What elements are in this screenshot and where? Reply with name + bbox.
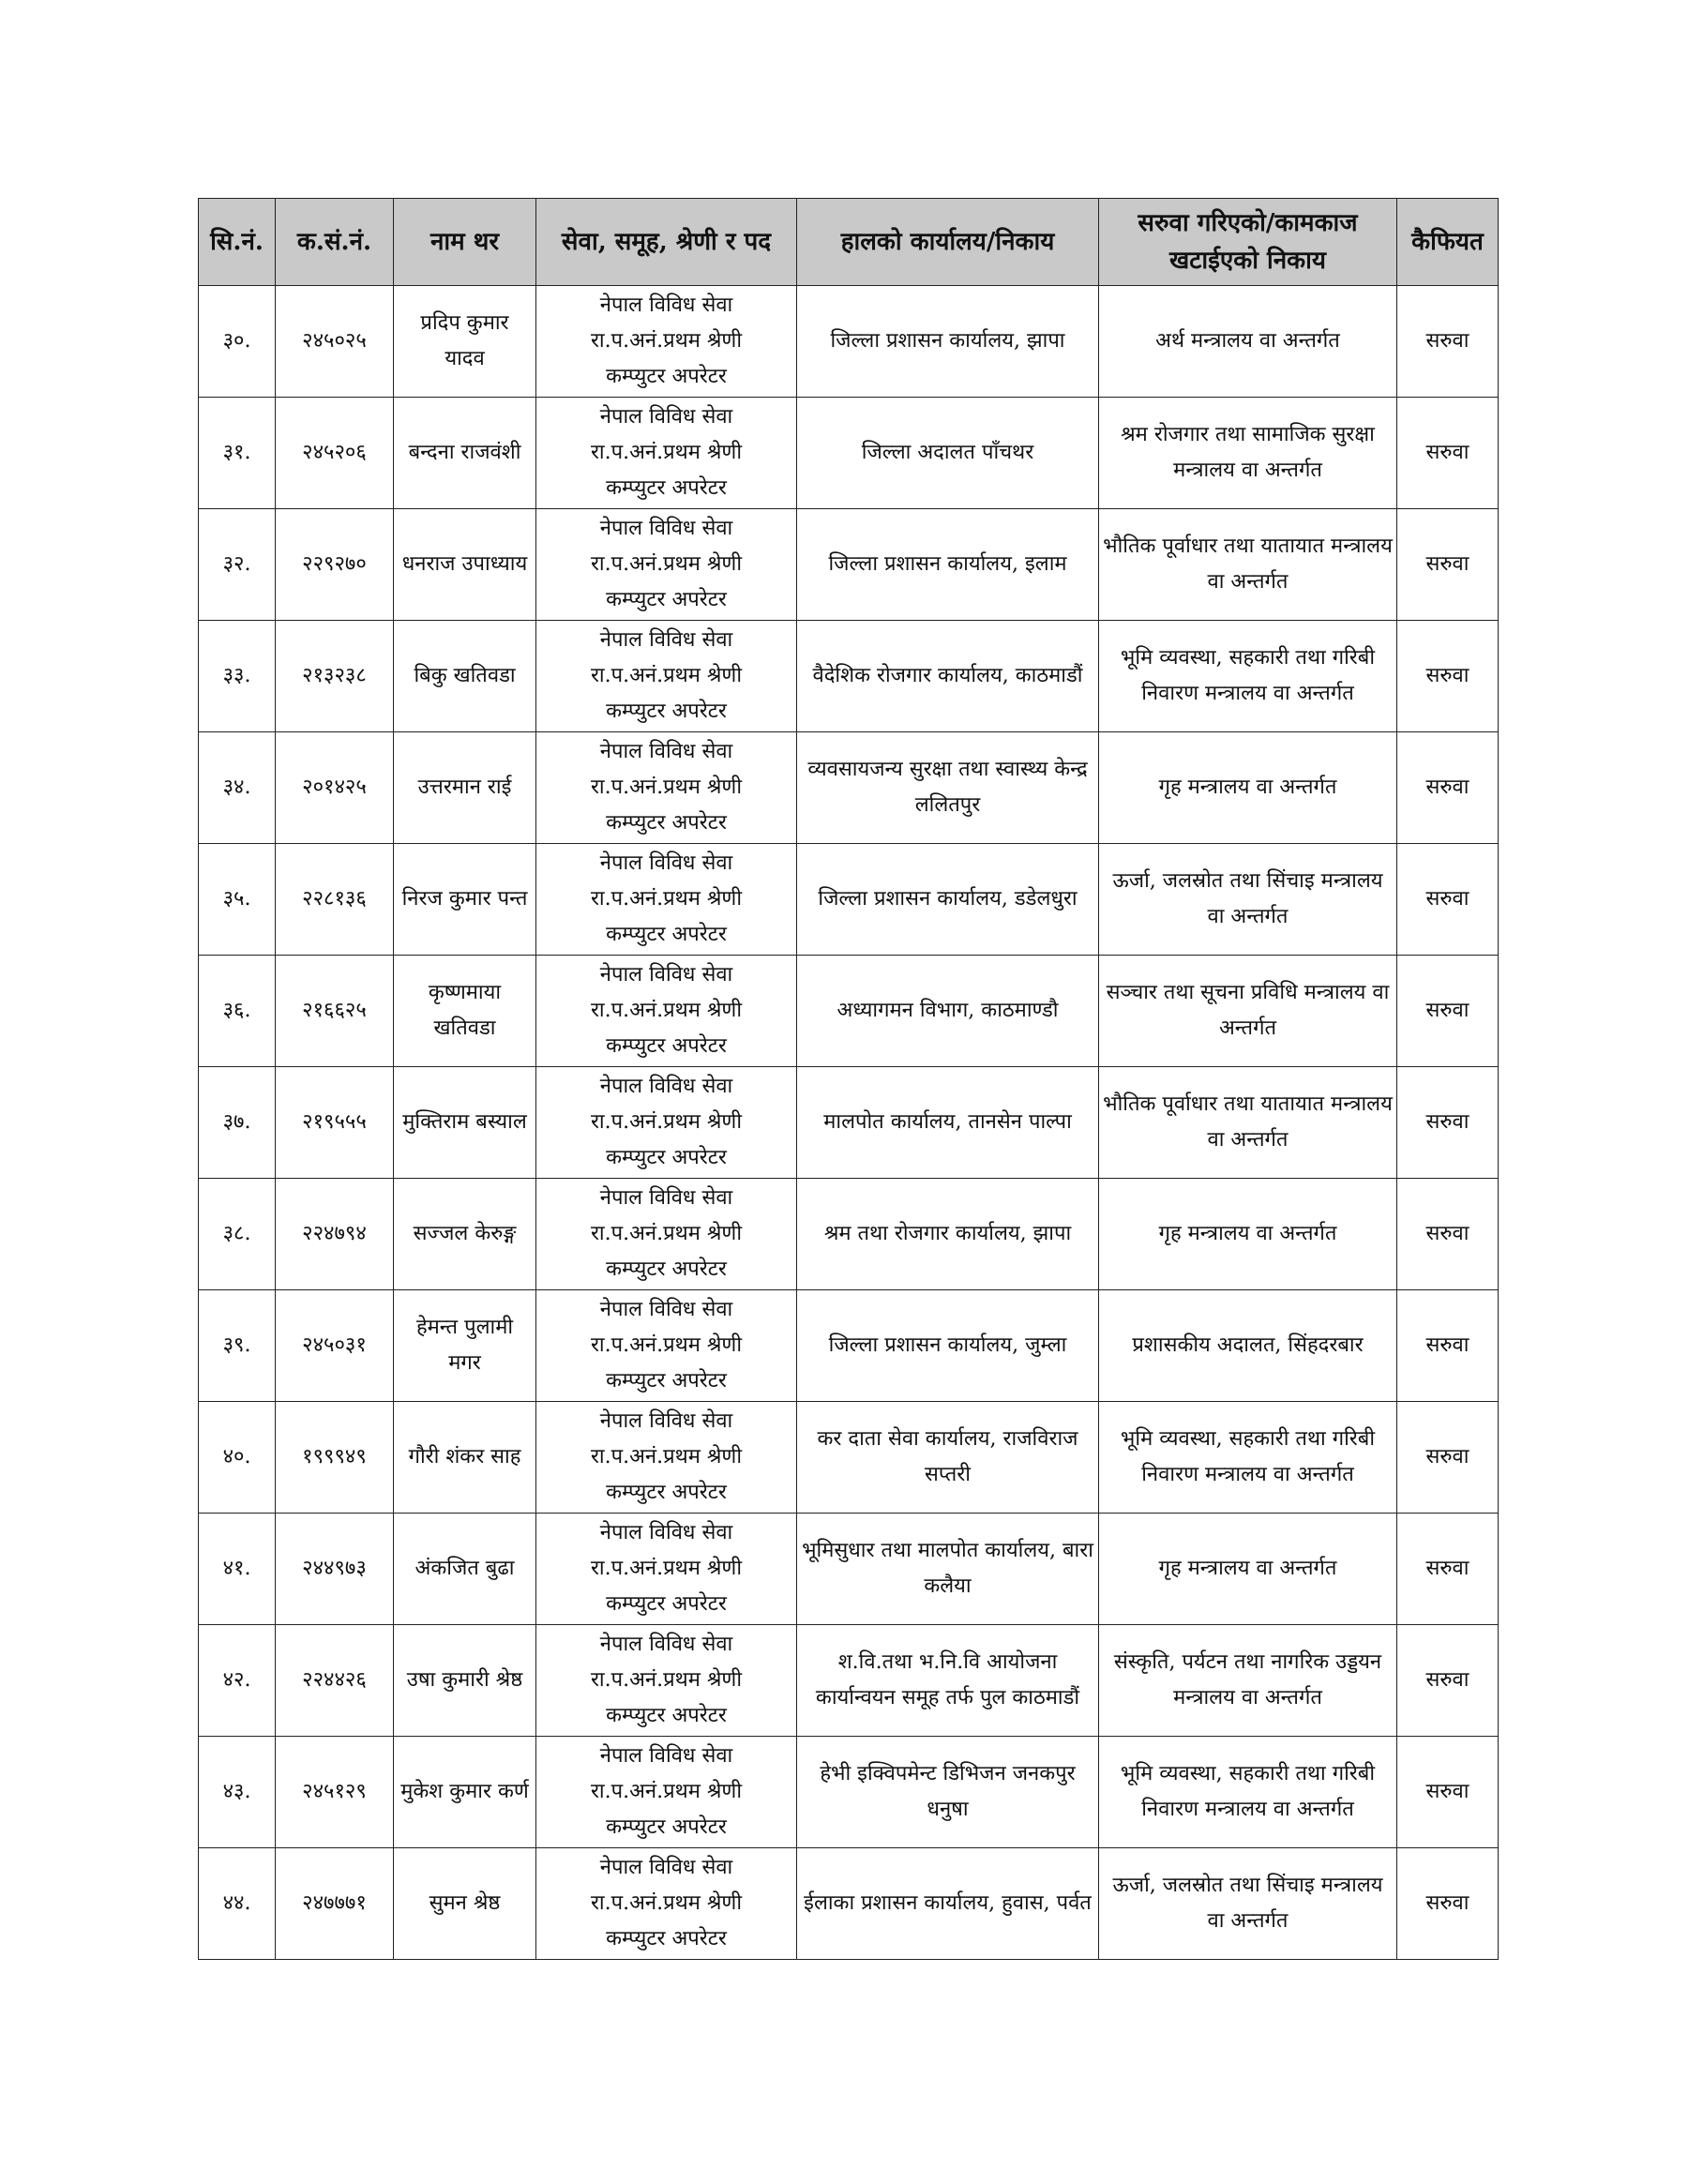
service-line: नेपाल विविध सेवा	[599, 1298, 733, 1321]
table-row	[199, 1737, 1499, 1848]
cell-service-group-class-post	[536, 398, 797, 509]
header-code-number: क.सं.नं.	[276, 199, 394, 286]
cell-serial-number: ३१.	[199, 398, 276, 509]
header-transferred-to: सरुवा गरिएको/कामकाज खटाईएको निकाय	[1099, 199, 1397, 286]
cell-remarks: सरुवा	[1397, 398, 1499, 509]
cell-remarks: सरुवा	[1397, 1625, 1499, 1737]
service-line: कम्प्युटर अपरेटर	[606, 588, 727, 611]
cell-name: मुक्तिराम बस्याल	[394, 1067, 536, 1179]
cell-code-number: २४५१२९	[276, 1737, 394, 1848]
service-line: रा.प.अनं.प्रथम श्रेणी	[590, 441, 743, 464]
cell-current-office: ईलाका प्रशासन कार्यालय, हुवास, पर्वत	[797, 1848, 1099, 1960]
service-line: रा.प.अनं.प्रथम श्रेणी	[590, 776, 743, 799]
cell-transferred-to: गृह मन्त्रालय वा अन्तर्गत	[1099, 1514, 1397, 1625]
table-row	[199, 1848, 1499, 1960]
cell-serial-number: ४१.	[199, 1514, 276, 1625]
table-row	[199, 1179, 1499, 1290]
service-line: कम्प्युटर अपरेटर	[606, 1369, 727, 1393]
cell-code-number: २४४९७३	[276, 1514, 394, 1625]
cell-name: प्रदिप कुमार यादव	[394, 286, 536, 398]
cell-current-office: श्रम तथा रोजगार कार्यालय, झापा	[797, 1179, 1099, 1290]
cell-transferred-to: प्रशासकीय अदालत, सिंहदरबार	[1099, 1290, 1397, 1402]
table-header	[199, 199, 1499, 286]
cell-current-office: जिल्ला प्रशासन कार्यालय, इलाम	[797, 509, 1099, 621]
cell-remarks: सरुवा	[1397, 732, 1499, 844]
cell-transferred-to: अर्थ मन्त्रालय वा अन्तर्गत	[1099, 286, 1397, 398]
cell-name: कृष्णमाया खतिवडा	[394, 956, 536, 1067]
cell-serial-number: ४०.	[199, 1402, 276, 1514]
cell-serial-number: ४३.	[199, 1737, 276, 1848]
service-line: रा.प.अनं.प्रथम श्रेणी	[590, 552, 743, 576]
service-line: नेपाल विविध सेवा	[599, 294, 733, 317]
cell-name: उत्तरमान राई	[394, 732, 536, 844]
cell-transferred-to: भौतिक पूर्वाधार तथा यातायात मन्त्रालय वा अन्तर्गत	[1099, 1067, 1397, 1179]
cell-serial-number: ३४.	[199, 732, 276, 844]
cell-serial-number: ३२.	[199, 509, 276, 621]
cell-code-number: २०१४२५	[276, 732, 394, 844]
cell-service-group-class-post	[536, 1514, 797, 1625]
cell-transferred-to: गृह मन्त्रालय वा अन्तर्गत	[1099, 732, 1397, 844]
cell-current-office: जिल्ला अदालत पाँचथर	[797, 398, 1099, 509]
table-row	[199, 844, 1499, 956]
cell-transferred-to: गृह मन्त्रालय वा अन्तर्गत	[1099, 1179, 1397, 1290]
service-line: कम्प्युटर अपरेटर	[606, 365, 727, 388]
cell-transferred-to: ऊर्जा, जलस्रोत तथा सिंचाइ मन्त्रालय वा अन्तर्गत	[1099, 1848, 1397, 1960]
cell-name: मुकेश कुमार कर्ण	[394, 1737, 536, 1848]
table-row	[199, 286, 1499, 398]
cell-service-group-class-post	[536, 1067, 797, 1179]
cell-code-number: २१६६२५	[276, 956, 394, 1067]
cell-current-office: हेभी इक्विपमेन्ट डिभिजन जनकपुर धनुषा	[797, 1737, 1099, 1848]
cell-remarks: सरुवा	[1397, 956, 1499, 1067]
cell-current-office: श.वि.तथा भ.नि.वि आयोजना कार्यान्वयन समूह तर्फ पुल काठमाडौं	[797, 1625, 1099, 1737]
cell-remarks: सरुवा	[1397, 1514, 1499, 1625]
cell-name: बन्दना राजवंशी	[394, 398, 536, 509]
cell-serial-number: ३६.	[199, 956, 276, 1067]
cell-remarks: सरुवा	[1397, 1179, 1499, 1290]
table-row	[199, 1290, 1499, 1402]
header-row	[199, 199, 1499, 286]
service-line: नेपाल विविध सेवा	[599, 963, 733, 987]
cell-current-office: जिल्ला प्रशासन कार्यालय, जुम्ला	[797, 1290, 1099, 1402]
cell-serial-number: ४२.	[199, 1625, 276, 1737]
cell-current-office: कर दाता सेवा कार्यालय, राजविराज सप्तरी	[797, 1402, 1099, 1514]
cell-remarks: सरुवा	[1397, 509, 1499, 621]
cell-transferred-to: सञ्चार तथा सूचना प्रविधि मन्त्रालय वा अन्तर्गत	[1099, 956, 1397, 1067]
service-line: रा.प.अनं.प्रथम श्रेणी	[590, 1557, 743, 1580]
service-line: रा.प.अनं.प्रथम श्रेणी	[590, 887, 743, 911]
table-row	[199, 732, 1499, 844]
cell-code-number: २२९२७०	[276, 509, 394, 621]
cell-remarks: सरुवा	[1397, 1067, 1499, 1179]
table-body	[199, 286, 1499, 1960]
table-row	[199, 621, 1499, 732]
cell-serial-number: ३७.	[199, 1067, 276, 1179]
table-row	[199, 956, 1499, 1067]
cell-code-number: २१३२३८	[276, 621, 394, 732]
table-row	[199, 1514, 1499, 1625]
cell-serial-number: ३०.	[199, 286, 276, 398]
service-line: कम्प्युटर अपरेटर	[606, 1927, 727, 1951]
service-line: रा.प.अनं.प्रथम श्रेणी	[590, 1445, 743, 1469]
cell-serial-number: ३८.	[199, 1179, 276, 1290]
service-line: रा.प.अनं.प्रथम श्रेणी	[590, 1668, 743, 1692]
service-line: कम्प्युटर अपरेटर	[606, 1146, 727, 1169]
cell-remarks: सरुवा	[1397, 1402, 1499, 1514]
cell-current-office: अध्यागमन विभाग, काठमाण्डौ	[797, 956, 1099, 1067]
service-line: नेपाल विविध सेवा	[599, 1744, 733, 1768]
header-name: नाम थर	[394, 199, 536, 286]
service-line: रा.प.अनं.प्रथम श्रेणी	[590, 999, 743, 1022]
cell-service-group-class-post	[536, 509, 797, 621]
service-line: नेपाल विविध सेवा	[599, 1633, 733, 1656]
cell-name: हेमन्त पुलामी मगर	[394, 1290, 536, 1402]
service-line: कम्प्युटर अपरेटर	[606, 811, 727, 835]
header-serial-number: सि.नं.	[199, 199, 276, 286]
cell-serial-number: ४४.	[199, 1848, 276, 1960]
table-row	[199, 1067, 1499, 1179]
service-line: कम्प्युटर अपरेटर	[606, 1815, 727, 1839]
service-line: नेपाल विविध सेवा	[599, 405, 733, 429]
service-line: कम्प्युटर अपरेटर	[606, 1704, 727, 1727]
cell-remarks: सरुवा	[1397, 1737, 1499, 1848]
transfer-table	[198, 198, 1499, 1960]
cell-service-group-class-post	[536, 621, 797, 732]
header-remarks: कैफियत	[1397, 199, 1499, 286]
cell-serial-number: ३९.	[199, 1290, 276, 1402]
cell-name: उषा कुमारी श्रेष्ठ	[394, 1625, 536, 1737]
service-line: नेपाल विविध सेवा	[599, 1186, 733, 1210]
cell-service-group-class-post	[536, 1179, 797, 1290]
cell-code-number: १९९९४९	[276, 1402, 394, 1514]
cell-transferred-to: संस्कृति, पर्यटन तथा नागरिक उड्डयन मन्त्रालय वा अन्तर्गत	[1099, 1625, 1397, 1737]
cell-name: सुमन श्रेष्ठ	[394, 1848, 536, 1960]
cell-name: सज्जल केरुङ्ग	[394, 1179, 536, 1290]
cell-service-group-class-post	[536, 1402, 797, 1514]
cell-current-office: भूमिसुधार तथा मालपोत कार्यालय, बारा कलैया	[797, 1514, 1099, 1625]
cell-code-number: २२४७९४	[276, 1179, 394, 1290]
service-line: कम्प्युटर अपरेटर	[606, 1481, 727, 1504]
service-line: नेपाल विविध सेवा	[599, 851, 733, 875]
cell-code-number: २४७७७१	[276, 1848, 394, 1960]
cell-serial-number: ३५.	[199, 844, 276, 956]
cell-transferred-to: श्रम रोजगार तथा सामाजिक सुरक्षा मन्त्रालय वा अन्तर्गत	[1099, 398, 1397, 509]
cell-name: अंकजित बुढा	[394, 1514, 536, 1625]
cell-code-number: २४५२०६	[276, 398, 394, 509]
header-current-office: हालको कार्यालय/निकाय	[797, 199, 1099, 286]
cell-service-group-class-post	[536, 286, 797, 398]
cell-service-group-class-post	[536, 844, 797, 956]
cell-name: धनराज उपाध्याय	[394, 509, 536, 621]
service-line: कम्प्युटर अपरेटर	[606, 1034, 727, 1058]
cell-current-office: व्यवसायजन्य सुरक्षा तथा स्वास्थ्य केन्द्र ललितपुर	[797, 732, 1099, 844]
cell-current-office: मालपोत कार्यालय, तानसेन पाल्पा	[797, 1067, 1099, 1179]
service-line: रा.प.अनं.प्रथम श्रेणी	[590, 1891, 743, 1915]
table-row	[199, 509, 1499, 621]
cell-transferred-to: भूमि व्यवस्था, सहकारी तथा गरिबी निवारण मन्त्रालय वा अन्तर्गत	[1099, 1737, 1397, 1848]
cell-transferred-to: ऊर्जा, जलस्रोत तथा सिंचाइ मन्त्रालय वा अन्तर्गत	[1099, 844, 1397, 956]
cell-code-number: २२८१३६	[276, 844, 394, 956]
cell-service-group-class-post	[536, 1290, 797, 1402]
service-line: कम्प्युटर अपरेटर	[606, 476, 727, 500]
service-line: रा.प.अनं.प्रथम श्रेणी	[590, 1110, 743, 1134]
service-line: कम्प्युटर अपरेटर	[606, 700, 727, 723]
service-line: नेपाल विविध सेवा	[599, 1521, 733, 1544]
service-line: रा.प.अनं.प्रथम श्रेणी	[590, 1780, 743, 1803]
cell-remarks: सरुवा	[1397, 1290, 1499, 1402]
cell-serial-number: ३३.	[199, 621, 276, 732]
table-row	[199, 398, 1499, 509]
cell-remarks: सरुवा	[1397, 621, 1499, 732]
cell-service-group-class-post	[536, 1737, 797, 1848]
cell-service-group-class-post	[536, 1625, 797, 1737]
service-line: रा.प.अनं.प्रथम श्रेणी	[590, 1222, 743, 1245]
service-line: कम्प्युटर अपरेटर	[606, 1592, 727, 1616]
cell-transferred-to: भूमि व्यवस्था, सहकारी तथा गरिबी निवारण मन्त्रालय वा अन्तर्गत	[1099, 621, 1397, 732]
service-line: नेपाल विविध सेवा	[599, 740, 733, 763]
cell-remarks: सरुवा	[1397, 1848, 1499, 1960]
service-line: नेपाल विविध सेवा	[599, 1856, 733, 1879]
service-line: नेपाल विविध सेवा	[599, 1075, 733, 1098]
service-line: नेपाल विविध सेवा	[599, 1409, 733, 1433]
cell-current-office: जिल्ला प्रशासन कार्यालय, डडेलधुरा	[797, 844, 1099, 956]
service-line: नेपाल विविध सेवा	[599, 628, 733, 652]
cell-service-group-class-post	[536, 732, 797, 844]
cell-current-office: जिल्ला प्रशासन कार्यालय, झापा	[797, 286, 1099, 398]
cell-code-number: २४५०३१	[276, 1290, 394, 1402]
cell-transferred-to: भूमि व्यवस्था, सहकारी तथा गरिबी निवारण मन्त्रालय वा अन्तर्गत	[1099, 1402, 1397, 1514]
cell-remarks: सरुवा	[1397, 844, 1499, 956]
table-row	[199, 1402, 1499, 1514]
cell-service-group-class-post	[536, 956, 797, 1067]
service-line: कम्प्युटर अपरेटर	[606, 923, 727, 946]
cell-name: बिकु खतिवडा	[394, 621, 536, 732]
cell-code-number: २१९५५५	[276, 1067, 394, 1179]
cell-current-office: वैदेशिक रोजगार कार्यालय, काठमाडौं	[797, 621, 1099, 732]
service-line: नेपाल विविध सेवा	[599, 517, 733, 540]
cell-transferred-to: भौतिक पूर्वाधार तथा यातायात मन्त्रालय वा अन्तर्गत	[1099, 509, 1397, 621]
service-line: रा.प.अनं.प्रथम श्रेणी	[590, 1333, 743, 1357]
cell-service-group-class-post	[536, 1848, 797, 1960]
cell-name: निरज कुमार पन्त	[394, 844, 536, 956]
header-service-group-class-post: सेवा, समूह, श्रेणी र पद	[536, 199, 797, 286]
cell-name: गौरी शंकर साह	[394, 1402, 536, 1514]
service-line: रा.प.अनं.प्रथम श्रेणी	[590, 664, 743, 687]
cell-remarks: सरुवा	[1397, 286, 1499, 398]
table-row	[199, 1625, 1499, 1737]
service-line: कम्प्युटर अपरेटर	[606, 1258, 727, 1281]
cell-code-number: २२४४२६	[276, 1625, 394, 1737]
service-line: रा.प.अनं.प्रथम श्रेणी	[590, 329, 743, 353]
cell-code-number: २४५०२५	[276, 286, 394, 398]
